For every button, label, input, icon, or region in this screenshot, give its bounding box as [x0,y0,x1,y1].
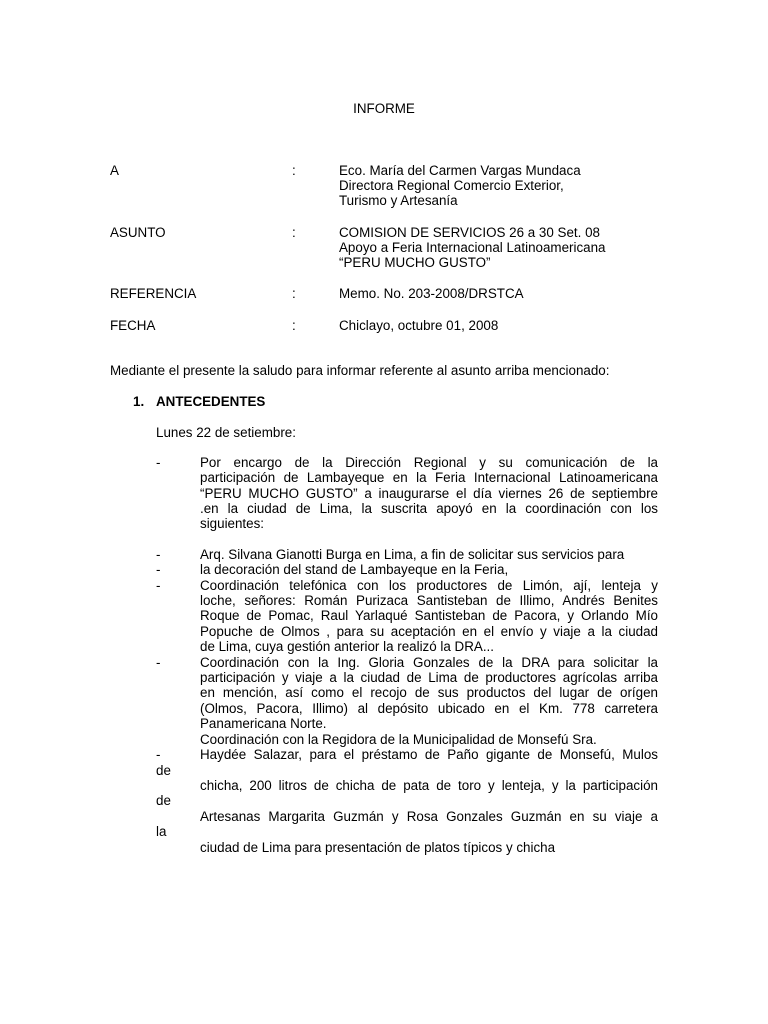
header-colon: : [292,286,296,301]
item-line: chicha, 200 litros de chicha de pata de toro y lenteja, y la participación [200,778,658,793]
item-line: Roque de Pomac, Raul Yarlaqué Santisteban de Pacora, y Orlando Mío [200,608,658,623]
item-line: Panamericana Norte. [200,716,327,731]
item-line: de Lima, cuya gestión anterior la realizó la DRA... [200,639,494,654]
item-line: Haydée Salazar, para el préstamo de Paño gigante de Monsefú, Mulos [200,747,658,762]
item-line: Popuche de Olmos , para su aceptación en el envío y viaje a la ciudad [200,624,658,639]
section-number: 1. [133,394,145,409]
header-colon: : [292,163,296,178]
bullet-dash: - [156,747,161,762]
item-line: (Olmos, Pacora, Illimo) al depósito ubicado en el Km. 778 carretera [200,701,658,716]
bullet-dash: - [156,578,161,593]
header-value-line: Chiclayo, octubre 01, 2008 [339,318,499,333]
overflow-word: de [156,793,171,808]
header-label-referencia: REFERENCIA [110,286,197,301]
item-line: participación y viaje a la ciudad de Lima de productores agrícolas arriba [200,670,658,685]
header-value-line: Memo. No. 203-2008/DRSTCA [339,286,524,301]
item-line: siguientes: [200,516,265,531]
header-value-line: Apoyo a Feria Internacional Latinoamericana [339,240,606,255]
intro-paragraph: Mediante el presente la saludo para informar referente al asunto arriba mencionado: [110,363,610,378]
bullet-dash: - [156,455,161,470]
header-label-fecha: FECHA [110,318,156,333]
bullet-dash: - [156,547,161,562]
section-title: ANTECEDENTES [156,394,266,409]
header-value-line: Eco. María del Carmen Vargas Mundaca [339,163,581,178]
item-line: la decoración del stand de Lambayeque en la Feria, [200,562,509,577]
overflow-word: de [156,763,171,778]
item-line: en mención, así como el recojo de sus productos del lugar de orígen [200,685,658,700]
header-value-line: COMISION DE SERVICIOS 26 a 30 Set. 08 [339,225,600,240]
header-value-line: Directora Regional Comercio Exterior, [339,178,564,193]
document-title: INFORME [353,101,415,116]
item-line: Coordinación con la Regidora de la Municipalidad de Monsefú Sra. [200,732,597,747]
item-line: Arq. Silvana Gianotti Burga en Lima, a fin de solicitar sus servicios para [200,547,625,562]
header-colon: : [292,318,296,333]
item-line: participación de Lambayeque en la Feria Internacional Latinoamericana [200,470,658,485]
item-line: .en la ciudad de Lima, la suscrita apoyó en la coordinación con los [200,501,658,516]
item-line: Coordinación telefónica con los productores de Limón, ají, lenteja y [200,578,658,593]
header-label-asunto: ASUNTO [110,225,166,240]
header-value-line: “PERU MUCHO GUSTO” [339,255,491,270]
item-line: loche, señores: Román Purizaca Santisteban de Illimo, Andrés Benites [200,593,658,608]
item-line: Artesanas Margarita Guzmán y Rosa Gonzales Guzmán en su viaje a [200,809,658,824]
date-line: Lunes 22 de setiembre: [156,425,296,440]
header-label-a: A [110,163,119,178]
overflow-word: la [156,824,167,839]
header-value-line: Turismo y Artesanía [339,193,458,208]
header-colon: : [292,225,296,240]
item-line: ciudad de Lima para presentación de platos típicos y chicha [200,840,556,855]
item-line: Por encargo de la Dirección Regional y su comunicación de la [200,455,658,470]
bullet-dash: - [156,655,161,670]
item-line: “PERU MUCHO GUSTO” a inaugurarse el día viernes 26 de septiembre [200,486,658,501]
item-line: Coordinación con la Ing. Gloria Gonzales de la DRA para solicitar la [200,655,658,670]
bullet-dash: - [156,562,161,577]
